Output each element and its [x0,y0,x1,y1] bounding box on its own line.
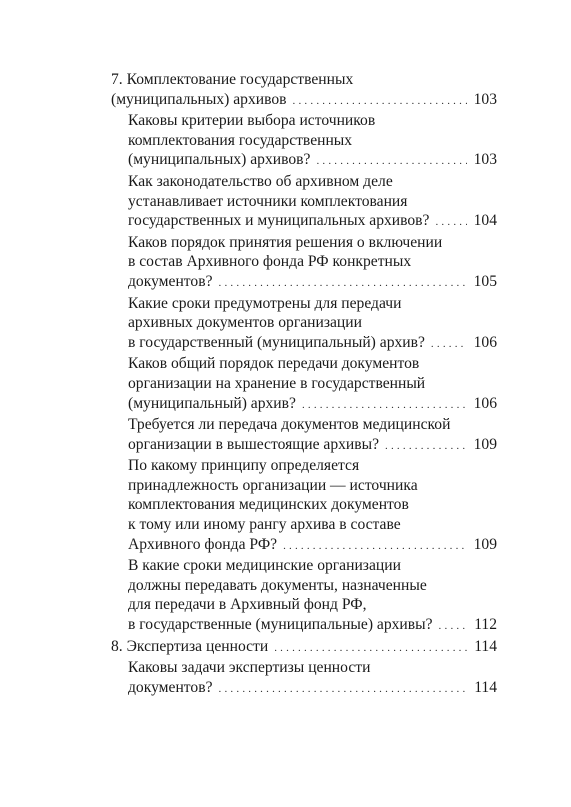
toc-entry-line: должны передавать документы, назначенные [128,576,427,594]
toc-entry-line: в состав Архивного фонда РФ конкретных [128,253,412,271]
toc-entry-last-line [128,150,497,172]
dot-leader [219,680,467,700]
toc-entry-last-line [128,678,497,700]
toc-entry-line: к тому или иному рангу архива в составе [128,516,401,534]
toc-entry-line: Каков порядок принятия решения о включении [128,233,443,251]
page-number: 109 [473,435,497,453]
toc-entry-line: 7. Комплектование государственных [111,71,354,88]
dot-leader [283,537,467,557]
toc-entry-last-line [128,615,497,637]
toc-entry-line: (муниципальных) архивов? [128,151,311,169]
dot-leader [316,152,467,172]
toc-entry-last-line [111,637,497,659]
toc-chapter-entry [111,637,497,659]
dot-leader [385,437,467,457]
dot-leader [293,92,467,112]
page-number: 103 [473,151,497,169]
page-number: 106 [473,394,497,412]
page-number: 114 [474,637,497,655]
toc-entry-line: организации на хранение в государственный [128,374,426,392]
table-of-contents [111,70,497,699]
toc-entry-line: По какому принципу определяется [128,457,360,475]
page-number: 105 [473,272,497,290]
toc-entry-line: принадлежность организации — источника [128,476,418,494]
toc-question-entry [111,354,497,415]
toc-entry-line: Каковы критерии выбора источников [128,112,376,130]
page-number: 114 [474,678,497,696]
dot-leader [439,617,467,637]
toc-entry-line: устанавливает источники комплектования [128,192,408,210]
toc-question-entry [111,294,497,355]
toc-entry-line: организации в вышестоящие архивы? [128,435,380,453]
toc-question-entry [111,658,497,699]
dot-leader [431,335,467,355]
page-number: 109 [473,535,497,553]
toc-entry-last-line [128,333,497,355]
toc-entry-line: (муниципальный) архив? [128,394,296,412]
page-number: 103 [473,90,497,108]
toc-entry-line: Архивного фонда РФ? [128,535,278,553]
toc-entry-line: для передачи в Архивный фонд РФ, [128,596,367,614]
toc-entry-line: Как законодательство об архивном деле [128,172,393,190]
toc-entry-line: документов? [128,272,213,290]
toc-entry-line: Каков общий порядок передачи документов [128,355,420,373]
toc-entry-line: В какие сроки медицинские организации [128,557,401,575]
toc-question-entry [111,415,497,456]
dot-leader [435,213,467,233]
toc-entry-last-line [128,394,497,416]
toc-question-entry [111,456,497,556]
toc-entry-line: архивных документов организации [128,314,362,332]
dot-leader [219,274,467,294]
toc-entry-last-line [128,272,497,294]
toc-entry-line: комплектования медицинских документов [128,496,409,514]
toc-entry-last-line [128,535,497,557]
toc-chapter-entry [111,70,497,111]
toc-question-entry [111,556,497,636]
dot-leader [274,639,467,659]
toc-entry-last-line [111,90,497,112]
toc-entry-last-line [128,435,497,457]
toc-entry-line: Каковы задачи экспертизы ценности [128,659,371,677]
toc-entry-line: в государственный (муниципальный) архив? [128,333,425,351]
toc-entry-last-line [128,211,497,233]
toc-question-entry [111,233,497,294]
page-number: 106 [473,333,497,351]
toc-entry-line: документов? [128,678,213,696]
toc-question-entry [111,172,497,233]
toc-entry-line: Какие сроки предумотрены для передачи [128,294,402,312]
toc-entry-line: 8. Экспертиза ценности [111,637,269,655]
toc-question-entry [111,111,497,172]
toc-entry-line: Требуется ли передача документов медицинской [128,416,451,434]
toc-entry-line: в государственные (муниципальные) архивы? [128,616,433,634]
toc-entry-line: государственных и муниципальных архивов? [128,212,430,230]
toc-entry-line: (муниципальных) архивов [111,90,287,108]
dot-leader [302,396,467,416]
page-number: 112 [474,616,497,634]
page-number: 104 [473,212,497,230]
toc-entry-line: комплектования государственных [128,131,353,149]
